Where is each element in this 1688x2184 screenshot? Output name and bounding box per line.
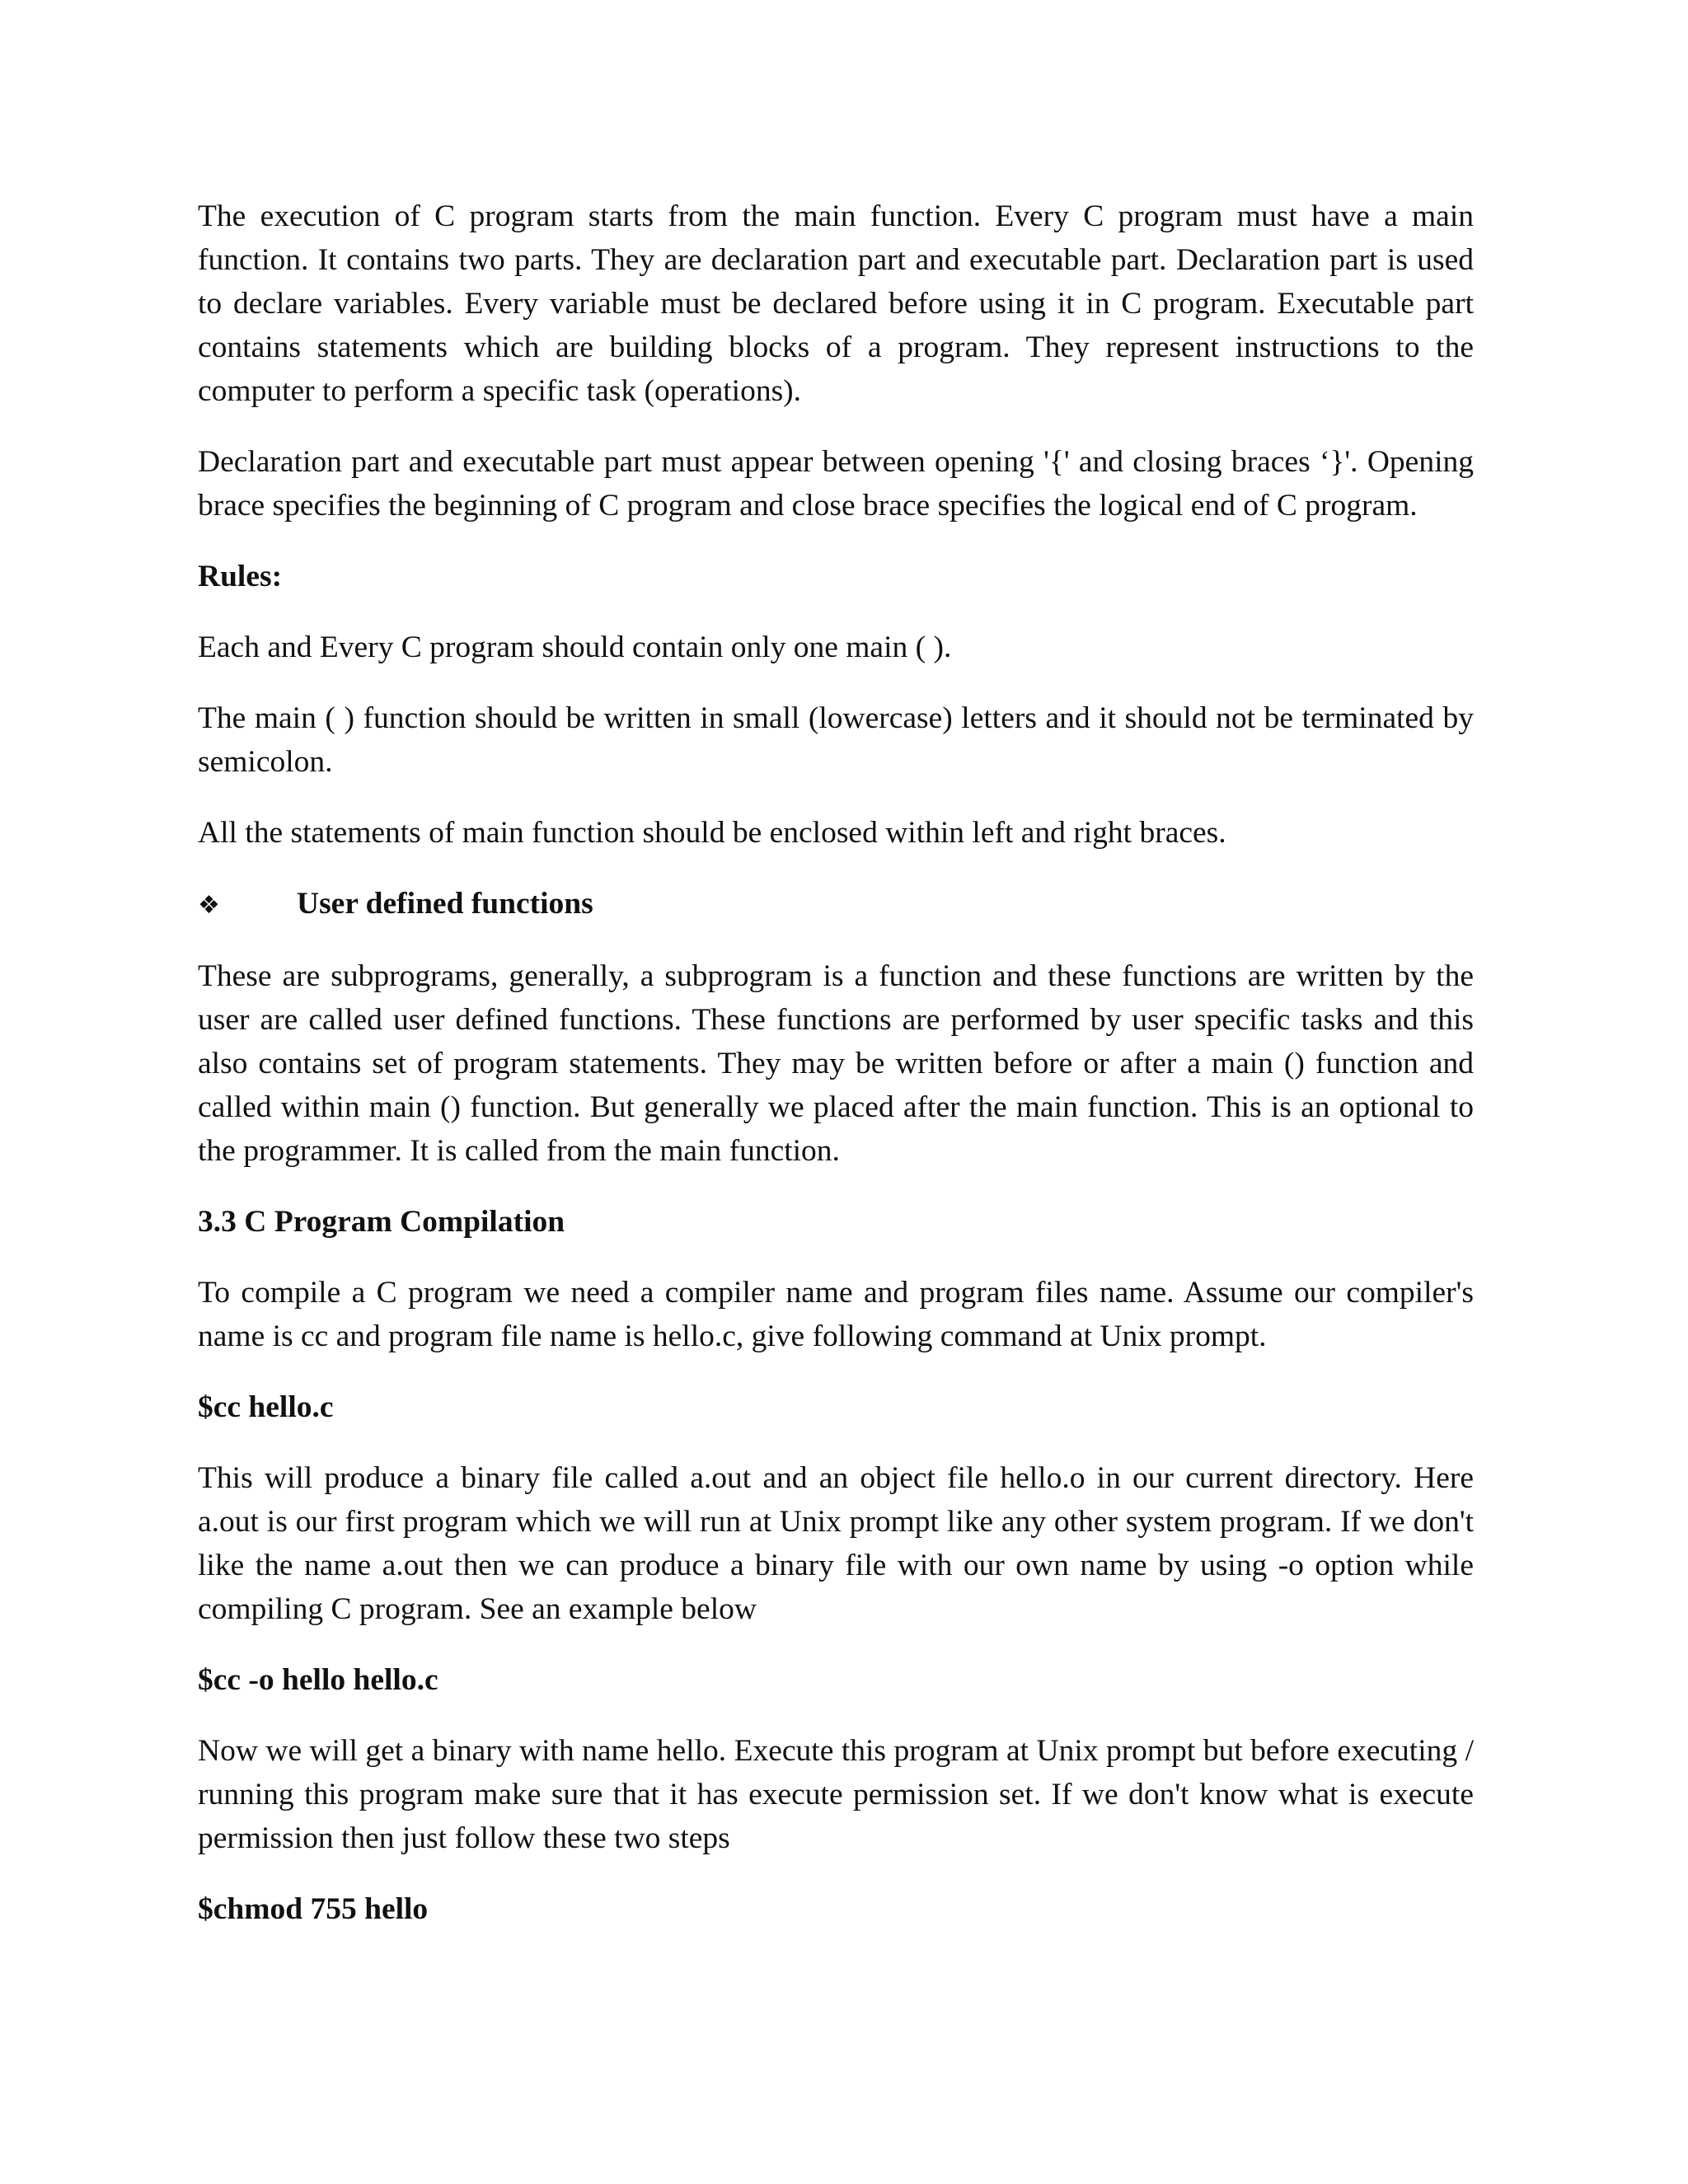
command-cc-o-hello: $cc -o hello hello.c (198, 1663, 438, 1697)
user-defined-functions-title: User defined functions (297, 887, 593, 921)
command-chmod: $chmod 755 hello (198, 1892, 429, 1926)
rule-one-main: Each and Every C program should contain only one main ( ). (198, 630, 952, 664)
user-defined-functions-heading (198, 882, 1474, 927)
rule-lowercase: The main ( ) function should be written in small (lowercase) letters and it should not be terminated by semicolon. (198, 701, 1474, 779)
section-heading-compilation: 3.3 C Program Compilation (198, 1205, 565, 1239)
paragraph-user-defined-functions: These are subprograms, generally, a subprogram is a function and these functions are written by the user are called user defined functions. These functions are performed by user specific tasks and this also contains set of program statements. They may be written before or after a main () function and called within main () function. But generally we placed after the main function. This is an optional to the programmer. It is called from the main function. (198, 959, 1474, 1168)
diamond-bullet-icon: ❖ (198, 891, 220, 920)
paragraph-compile: To compile a C program we need a compiler name and program files name. Assume our compiler's name is cc and program file name is hello.c, give following command at Unix prompt. (198, 1276, 1474, 1353)
rules-heading: Rules: (198, 560, 283, 593)
paragraph-main-function: The execution of C program starts from the main function. Every C program must have a main function. It contains two parts. They are declaration part and executable part. Declaration part is used to declare variables. Every variable must be declared before using it in C program. Executable part contains statements which are building blocks of a program. They represent instructions to the computer to perform a specific task (operations). (198, 199, 1474, 408)
paragraph-execute: Now we will get a binary with name hello. Execute this program at Unix prompt but before executing / running this program make sure that it has execute permission set. If we don't know what is execute permission then just follow these two steps (198, 1734, 1474, 1855)
command-cc-hello: $cc hello.c (198, 1390, 334, 1424)
document-body (198, 194, 1474, 1958)
paragraph-braces: Declaration part and executable part must appear between opening '{' and closing braces ‘}'. Opening brace specifies the beginning of C program and close brace specifies the logical end of C program. (198, 445, 1474, 523)
paragraph-aout: This will produce a binary file called a.out and an object file hello.o in our current directory. Here a.out is our first program which we will run at Unix prompt like any other system program. If we don't like the name a.out then we can produce a binary file with our own name by using -o option while compiling C program. See an example below (198, 1461, 1474, 1626)
rule-braces: All the statements of main function should be enclosed within left and right braces. (198, 816, 1226, 850)
